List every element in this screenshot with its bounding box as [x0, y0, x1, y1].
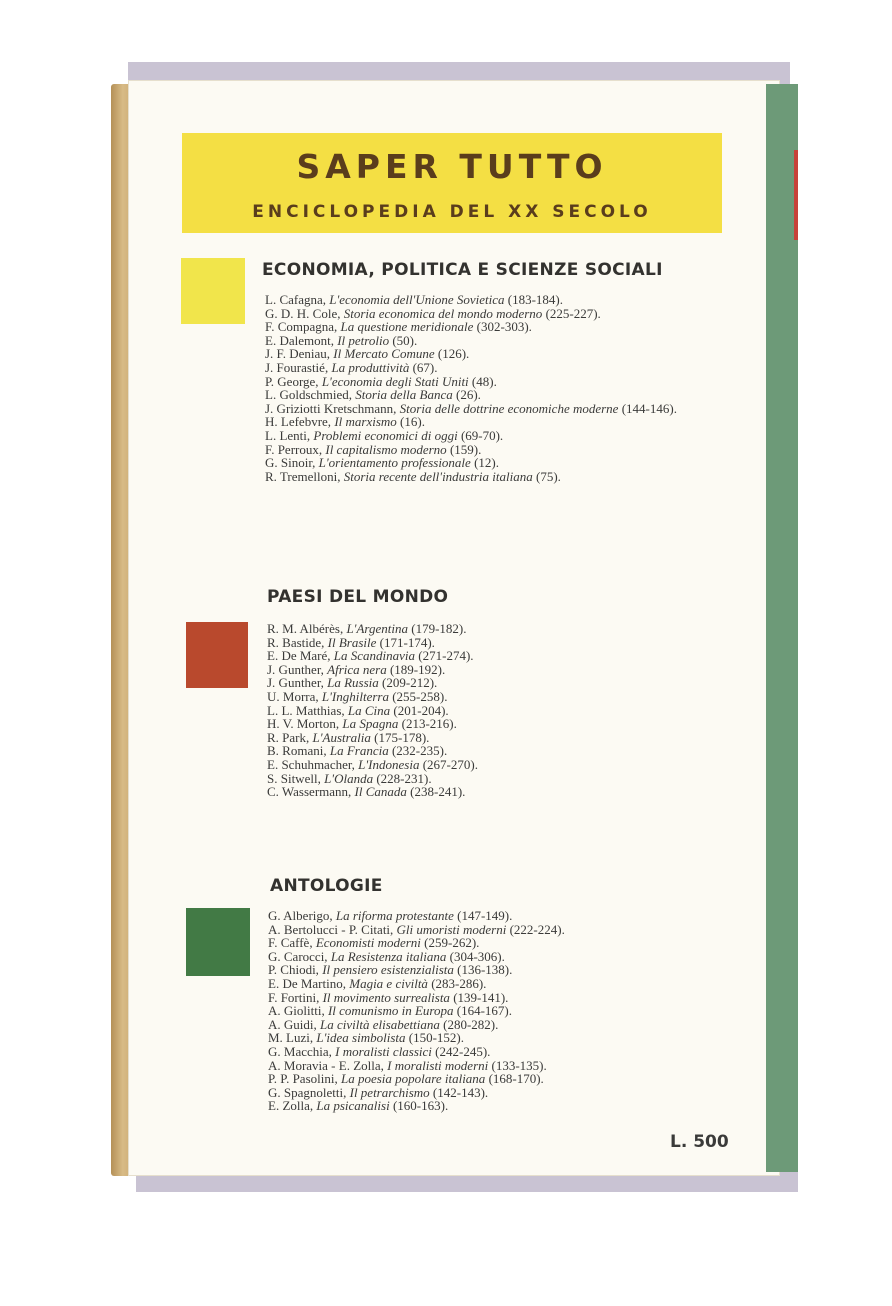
- book-list-antologie: [268, 909, 728, 1113]
- book-author: R. M. Albérès,: [267, 621, 344, 636]
- book-title: L'Australia: [312, 729, 371, 745]
- section-swatch-economia: [181, 258, 245, 324]
- book-title: Il pensiero esistenzialista: [322, 962, 454, 978]
- book-entry: [268, 923, 728, 937]
- book-title: Il Canada: [354, 784, 407, 800]
- book-entry: [268, 1004, 728, 1018]
- book-author: L. Lenti,: [265, 427, 311, 443]
- book-author: G. Sinoir,: [265, 455, 316, 471]
- section-title-paesi: PAESI DEL MONDO: [267, 587, 449, 607]
- book-pages: (267-270).: [422, 756, 478, 772]
- book-entry: [268, 1059, 728, 1073]
- book-title: L'Indonesia: [358, 756, 420, 772]
- book-author: G. Macchia,: [268, 1043, 332, 1059]
- book-pages: (302-303).: [476, 319, 532, 335]
- book-title: Storia economica del mondo moderno: [343, 305, 543, 321]
- book-entry: [268, 977, 728, 991]
- book-author: L. Goldschmied,: [265, 387, 353, 403]
- book-entry: [267, 744, 727, 758]
- book-author: F. Caffè,: [268, 935, 313, 951]
- book-title: L'Olanda: [324, 770, 374, 786]
- book-entry: [268, 1086, 728, 1100]
- book-author: G. Carocci,: [268, 948, 328, 964]
- book-title: Problemi economici di oggi: [313, 427, 458, 443]
- book-entry: [268, 950, 728, 964]
- book-entry: [268, 1099, 728, 1113]
- book-author: F. Fortini,: [268, 989, 320, 1005]
- book-title: La riforma protestante: [335, 908, 454, 923]
- book-list-paesi: [267, 622, 727, 799]
- book-author: L. L. Matthias,: [267, 702, 345, 718]
- book-entry: [267, 717, 727, 731]
- book-entry: [267, 758, 727, 772]
- section-title-economia: ECONOMIA, POLITICA E SCIENZE SOCIALI: [262, 260, 663, 280]
- book-pages: (280-282).: [443, 1016, 499, 1032]
- book-pages: (213-216).: [401, 716, 457, 732]
- book-entry: [268, 991, 728, 1005]
- book-entry: [267, 772, 727, 786]
- book-title: I moralisti moderni: [387, 1057, 489, 1073]
- book-entry: [265, 334, 728, 348]
- book-author: M. Luzi,: [268, 1030, 314, 1046]
- book-pages: (26).: [456, 387, 481, 403]
- book-pages: (50).: [392, 332, 418, 348]
- book-author: E. Dalemont,: [265, 332, 334, 348]
- book-pages: (209-212).: [382, 675, 438, 691]
- book-entry: [267, 690, 727, 704]
- book-pages: (171-174).: [379, 634, 435, 650]
- book-author: J. Fourastié,: [265, 359, 329, 375]
- book-pages: (238-241).: [410, 784, 466, 800]
- book-author: P. George,: [265, 373, 319, 389]
- book-entry: [268, 1045, 728, 1059]
- book-entry: [265, 375, 728, 389]
- book-entry: [267, 676, 727, 690]
- book-title: Storia recente dell'industria italiana: [343, 468, 533, 484]
- book-pages: (232-235).: [391, 743, 448, 759]
- book-pages: (150-152).: [408, 1030, 464, 1046]
- book-pages: (12).: [474, 455, 499, 471]
- book-pages: (136-138).: [457, 962, 513, 978]
- book-entry: [268, 1018, 728, 1032]
- book-title: L'idea simbolista: [316, 1030, 406, 1046]
- book-pages: (228-231).: [376, 770, 432, 786]
- book-title: L'economia degli Stati Uniti: [321, 373, 469, 389]
- book-pages: (283-286).: [431, 975, 487, 991]
- book-author: G. D. H. Cole,: [265, 305, 341, 321]
- book-author: H. Lefebvre,: [265, 414, 332, 430]
- book-author: S. Sitwell,: [267, 770, 321, 786]
- book-pages: (255-258).: [392, 688, 448, 704]
- book-entry: [267, 704, 727, 718]
- book-pages: (159).: [449, 441, 482, 457]
- book-author: A. Giolitti,: [268, 1003, 325, 1019]
- book-entry: [267, 649, 727, 663]
- series-subtitle: ENCICLOPEDIA DEL XX SECOLO: [252, 202, 652, 222]
- book-author: E. Schuhmacher,: [267, 756, 355, 772]
- book-title: Il comunismo in Europa: [327, 1003, 454, 1019]
- book-pages: (147-149).: [457, 908, 513, 923]
- book-pages: (75).: [535, 468, 561, 484]
- book-pages: (16).: [400, 414, 425, 430]
- book-entry: [268, 1072, 728, 1086]
- book-title: La Resistenza italiana: [330, 948, 447, 964]
- book-entry: [265, 347, 728, 361]
- book-author: P. Chiodi,: [268, 962, 319, 978]
- book-pages: (201-204).: [393, 702, 449, 718]
- book-title: L'orientamento professionale: [318, 455, 471, 471]
- book-author: F. Perroux,: [265, 441, 323, 457]
- book-entry: [268, 909, 728, 923]
- book-entry: [265, 307, 728, 321]
- book-pages: (67).: [412, 359, 438, 375]
- book-author: R. Park,: [267, 729, 310, 745]
- book-title: Il marxismo: [334, 414, 397, 430]
- book-title: Il Brasile: [327, 634, 377, 650]
- book-author: J. Griziotti Kretschmann,: [265, 400, 397, 416]
- book-entry: [265, 443, 728, 457]
- book-author: J. F. Deniau,: [265, 346, 331, 362]
- book-pages: (69-70).: [460, 427, 504, 443]
- book-entry: [265, 293, 728, 307]
- book-title: Storia della Banca: [355, 387, 453, 403]
- book-title: Economisti moderni: [315, 935, 421, 951]
- book-author: B. Romani,: [267, 743, 327, 759]
- book-pages: (48).: [471, 373, 497, 389]
- book-author: P. P. Pasolini,: [268, 1071, 338, 1087]
- series-title: SAPER TUTTO: [296, 147, 608, 186]
- book-pages: (139-141).: [453, 989, 509, 1005]
- book-pages: (271-274).: [418, 648, 474, 664]
- book-author: H. V. Morton,: [267, 716, 340, 732]
- book-title: Il petrolio: [337, 332, 390, 348]
- book-entry: [265, 470, 728, 484]
- book-pages: (183-184).: [507, 292, 564, 307]
- book-author: A. Guidi,: [268, 1016, 317, 1032]
- book-list-economia: [265, 293, 728, 483]
- book-entry: [268, 963, 728, 977]
- book-pages: (242-245).: [435, 1043, 491, 1059]
- book-author: C. Wassermann,: [267, 784, 352, 800]
- book-entry: [265, 456, 728, 470]
- book-title: Africa nera: [327, 661, 387, 677]
- book-entry: [265, 429, 728, 443]
- book-author: J. Gunther,: [267, 675, 324, 691]
- book-title: L'Argentina: [346, 621, 408, 636]
- green-edge-strip: [766, 84, 798, 1172]
- book-title: La questione meridionale: [340, 319, 474, 335]
- book-author: A. Bertolucci - P. Citati,: [268, 921, 394, 937]
- book-pages: (175-178).: [374, 729, 430, 745]
- book-entry: [268, 1031, 728, 1045]
- book-author: J. Gunther,: [267, 661, 324, 677]
- book-author: A. Moravia - E. Zolla,: [268, 1057, 384, 1073]
- book-author: E. De Maré,: [267, 648, 331, 664]
- book-pages: (164-167).: [456, 1003, 512, 1019]
- book-pages: (189-192).: [389, 661, 446, 677]
- book-title: L'Inghilterra: [321, 688, 389, 704]
- book-pages: (133-135).: [491, 1057, 547, 1073]
- book-pages: (168-170).: [488, 1071, 544, 1087]
- section-title-antologie: ANTOLOGIE: [270, 876, 383, 896]
- book-title: La psicanalisi: [316, 1098, 390, 1114]
- book-pages: (179-182).: [411, 621, 467, 636]
- book-title: La Cina: [347, 702, 391, 718]
- book-author: G. Alberigo,: [268, 908, 333, 923]
- book-title: La poesia popolare italiana: [340, 1071, 486, 1087]
- book-entry: [265, 320, 728, 334]
- book-entry: [267, 622, 727, 636]
- book-pages: (304-306).: [449, 948, 505, 964]
- book-author: E. De Martino,: [268, 975, 346, 991]
- book-author: G. Spagnoletti,: [268, 1084, 347, 1100]
- book-pages: (259-262).: [424, 935, 480, 951]
- book-author: U. Morra,: [267, 688, 319, 704]
- book-title: Il petrarchismo: [349, 1084, 430, 1100]
- red-edge-strip: [794, 150, 798, 240]
- section-swatch-paesi: [186, 622, 248, 688]
- book-entry: [267, 731, 727, 745]
- book-title: La Scandinavia: [333, 648, 416, 664]
- section-swatch-antologie: [186, 908, 250, 976]
- book-title: La produttività: [331, 359, 410, 375]
- book-pages: (160-163).: [392, 1098, 449, 1114]
- book-entry: [268, 936, 728, 950]
- book-title: La Spagna: [342, 716, 399, 732]
- book-entry: [265, 402, 728, 416]
- book-title: Il movimento surrealista: [322, 989, 450, 1005]
- book-entry: [267, 663, 727, 677]
- book-author: R. Bastide,: [267, 634, 325, 650]
- book-title: La Francia: [329, 743, 389, 759]
- book-entry: [265, 388, 728, 402]
- book-title: I moralisti classici: [335, 1043, 432, 1059]
- book-pages: (222-224).: [509, 921, 565, 937]
- book-pages: (126).: [437, 346, 470, 362]
- book-entry: [267, 636, 727, 650]
- book-author: R. Tremelloni,: [265, 468, 341, 484]
- book-author: F. Compagna,: [265, 319, 338, 335]
- book-entry: [265, 415, 728, 429]
- book-title: La Russia: [327, 675, 379, 691]
- book-author: L. Cafagna,: [265, 292, 327, 307]
- book-author: E. Zolla,: [268, 1098, 314, 1114]
- book-title: Il Mercato Comune: [333, 346, 435, 362]
- book-title: La civiltà elisabettiana: [320, 1016, 440, 1032]
- book-title: Magia e civiltà: [349, 975, 428, 991]
- book-entry: [265, 361, 728, 375]
- header-banner: [182, 133, 722, 233]
- book-title: Gli umoristi moderni: [396, 921, 507, 937]
- book-title: Il capitalismo moderno: [325, 441, 447, 457]
- book-pages: (225-227).: [545, 305, 601, 321]
- book-pages: (142-143).: [432, 1084, 489, 1100]
- price-label: L. 500: [670, 1132, 729, 1152]
- book-entry: [267, 785, 727, 799]
- book-title: L'economia dell'Unione Sovietica: [329, 292, 505, 307]
- book-title: Storia delle dottrine economiche moderne: [399, 400, 619, 416]
- book-pages: (144-146).: [621, 400, 677, 416]
